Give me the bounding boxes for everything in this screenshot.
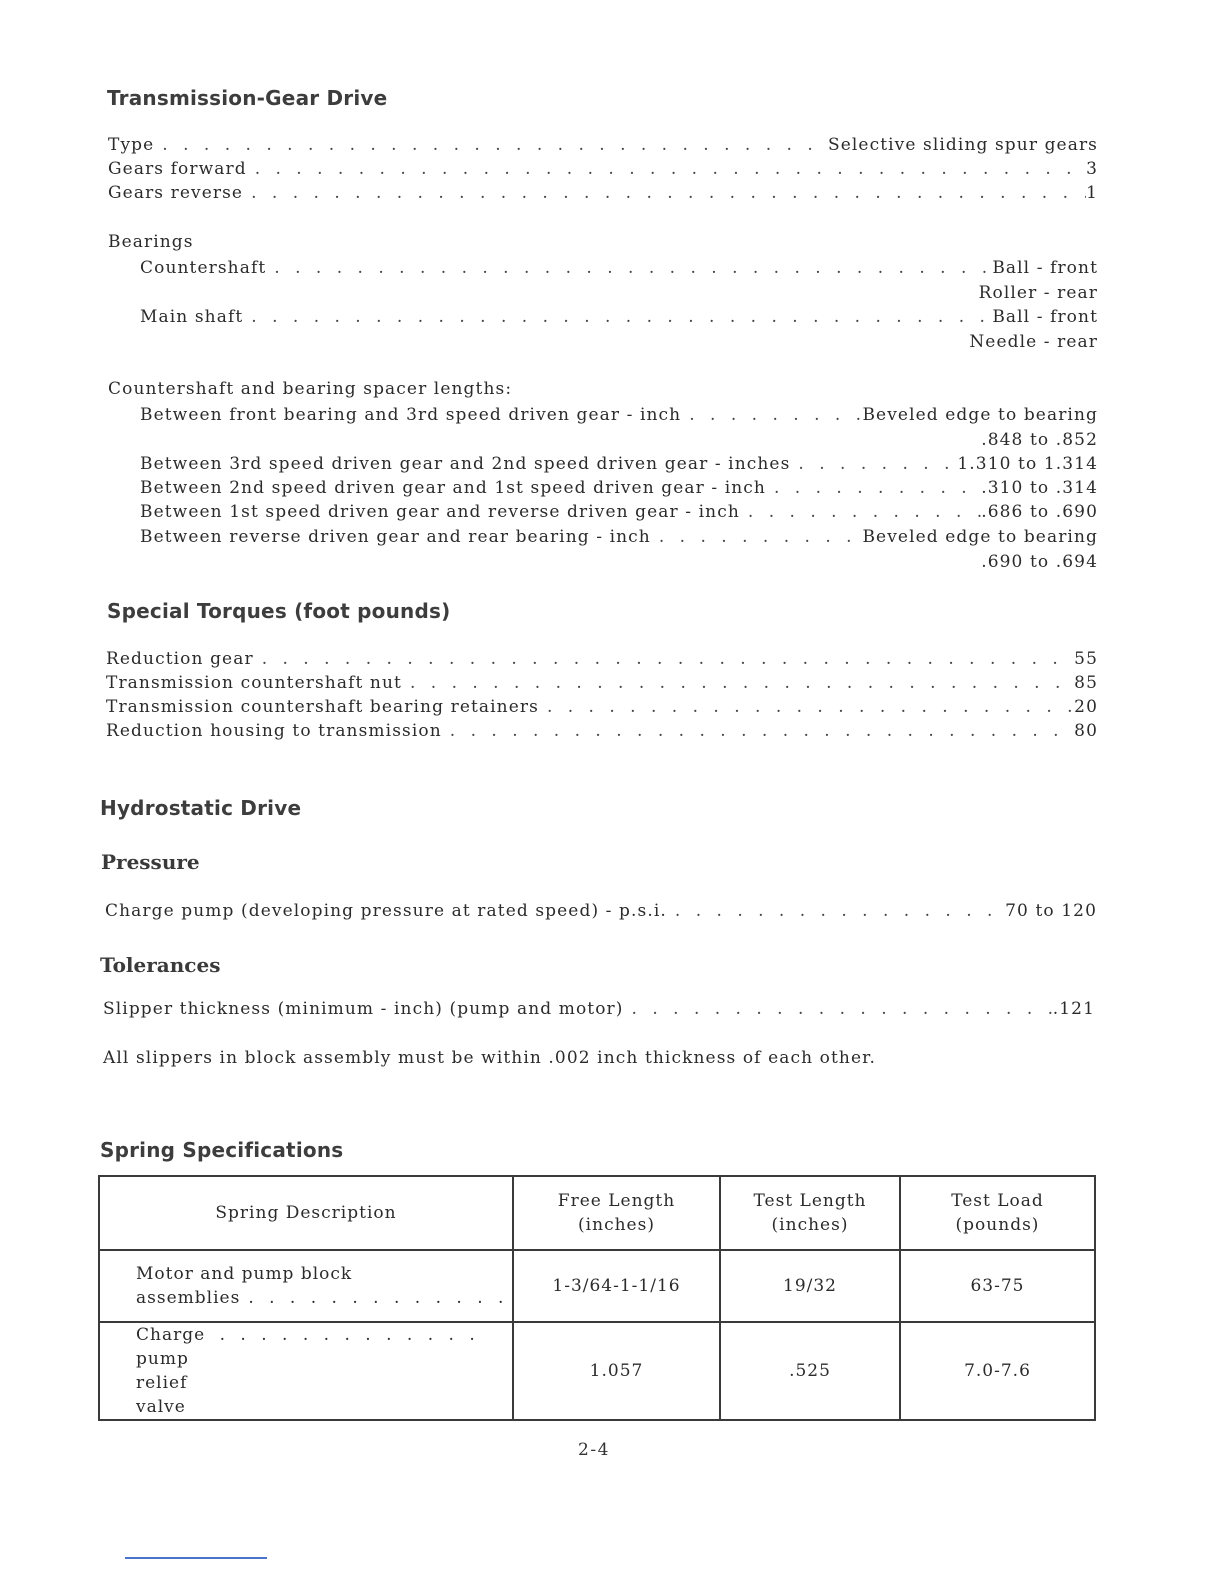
torque-row-4 <box>106 719 1098 743</box>
spec-value-continued: .848 to .852 <box>981 430 1098 450</box>
spec-row-main-shaft-bearing <box>140 305 1098 329</box>
leader-dots <box>240 1286 504 1310</box>
spec-value: .686 to .690 <box>981 502 1098 522</box>
spec-value: 85 <box>1074 673 1098 693</box>
spacer-row-5 <box>140 525 1098 549</box>
spec-value: Beveled edge to bearing <box>862 527 1098 547</box>
spec-value: 1 <box>1086 183 1098 203</box>
leader-dots <box>154 133 828 157</box>
table-header-row <box>99 1176 1095 1250</box>
spec-value: 55 <box>1074 649 1098 669</box>
transmission-section-title: Transmission-Gear Drive <box>107 86 388 110</box>
spacer-row-2 <box>140 452 1098 476</box>
spec-value: Ball - front <box>992 258 1098 278</box>
spec-row-countershaft-bearing <box>140 256 1098 280</box>
torque-row-1 <box>106 647 1098 671</box>
spec-value: 20 <box>1074 697 1098 717</box>
spring-description-cell: Charge pump relief valve . . . <box>99 1322 513 1420</box>
leader-dots <box>442 719 1074 743</box>
test-length-cell: 19/32 <box>720 1250 900 1322</box>
spec-value: Selective sliding spur gears <box>827 135 1098 155</box>
leader-dots <box>766 476 981 500</box>
col-header-description: Spring Description <box>99 1176 513 1250</box>
springs-section-title: Spring Specifications <box>100 1138 344 1162</box>
leader-dots <box>243 181 1086 205</box>
table-row <box>99 1250 1095 1322</box>
spec-row-gears-reverse <box>108 181 1098 205</box>
tolerances-heading: Tolerances <box>100 953 221 977</box>
spacer-row-3 <box>140 476 1098 500</box>
spec-label: Main shaft <box>140 307 244 327</box>
spec-value: Beveled edge to bearing <box>862 405 1098 425</box>
test-length-cell: .525 <box>720 1322 900 1420</box>
spec-label: Gears reverse <box>108 183 244 203</box>
spec-label: Slipper thickness (minimum - inch) (pump and motor) <box>103 999 624 1019</box>
page-number: 2-4 <box>578 1440 610 1460</box>
leader-dots <box>402 671 1074 695</box>
torque-row-3 <box>106 695 1098 719</box>
leader-dots <box>790 452 957 476</box>
torques-section-title: Special Torques (foot pounds) <box>107 599 451 623</box>
spec-value-continued: Needle - rear <box>969 332 1098 352</box>
col-header-test-length: Test Length (inches) <box>720 1176 900 1250</box>
spec-value: .310 to .314 <box>981 478 1098 498</box>
spec-value: 80 <box>1074 721 1098 741</box>
leader-dots <box>740 500 981 524</box>
spec-value-continued: .690 to .694 <box>981 552 1098 572</box>
spec-label: Between 3rd speed driven gear and 2nd speed driven gear - inches <box>140 454 791 474</box>
charge-pump-row <box>105 899 1097 923</box>
test-load-cell: 63-75 <box>900 1250 1095 1322</box>
col-header-free-length: Free Length (inches) <box>513 1176 720 1250</box>
leader-dots <box>212 1323 484 1347</box>
slipper-note: All slippers in block assembly must be within .002 inch thickness of each other. <box>103 1048 876 1068</box>
footer-rule <box>125 1557 267 1559</box>
spec-label: Type <box>108 135 155 155</box>
leader-dots <box>651 525 863 549</box>
bearings-heading: Bearings <box>108 232 194 252</box>
spec-label: Countershaft <box>140 258 267 278</box>
spec-label: Transmission countershaft nut <box>106 673 402 693</box>
spec-label: Between reverse driven gear and rear bearing - inch <box>140 527 651 547</box>
leader-dots <box>243 305 992 329</box>
leader-dots <box>247 157 1086 181</box>
spacer-row-1 <box>140 403 1098 427</box>
torque-row-2 <box>106 671 1098 695</box>
spec-value: 3 <box>1086 159 1098 179</box>
leader-dots <box>624 997 1053 1021</box>
leader-dots <box>539 695 1074 719</box>
spacer-row-4 <box>140 500 1098 524</box>
spec-value-continued: Roller - rear <box>978 283 1098 303</box>
spec-row-type <box>108 133 1098 157</box>
leader-dots <box>266 256 992 280</box>
spec-label: Charge pump (developing pressure at rated speed) - p.s.i. <box>105 901 667 921</box>
spec-label: Gears forward <box>108 159 247 179</box>
spec-label: Transmission countershaft bearing retainers <box>106 697 539 717</box>
col-header-test-load: Test Load (pounds) <box>900 1176 1095 1250</box>
table-row <box>99 1322 1095 1420</box>
spec-label: Between front bearing and 3rd speed driven gear - inch <box>140 405 682 425</box>
spec-value: Ball - front <box>992 307 1098 327</box>
spec-value: 1.310 to 1.314 <box>957 454 1098 474</box>
spec-row-gears-forward <box>108 157 1098 181</box>
free-length-cell: 1-3/64-1-1/16 <box>513 1250 720 1322</box>
test-load-cell: 7.0-7.6 <box>900 1322 1095 1420</box>
spec-value: 70 to 120 <box>1005 901 1097 921</box>
spec-label: Reduction gear <box>106 649 254 669</box>
hydrostatic-section-title: Hydrostatic Drive <box>100 796 302 820</box>
spec-label: Between 1st speed driven gear and reverse driven gear - inch <box>140 502 740 522</box>
slipper-thickness-row <box>103 997 1095 1021</box>
leader-dots <box>254 647 1074 671</box>
leader-dots <box>681 403 862 427</box>
spec-label: Between 2nd speed driven gear and 1st speed driven gear - inch <box>140 478 766 498</box>
spacers-heading: Countershaft and bearing spacer lengths: <box>108 379 513 399</box>
spec-label: Reduction housing to transmission <box>106 721 442 741</box>
spring-spec-table <box>98 1175 1096 1421</box>
pressure-heading: Pressure <box>101 850 200 874</box>
spec-value: .121 <box>1052 999 1095 1019</box>
spring-description-cell: Motor and pump block assemblies . . . <box>99 1250 513 1322</box>
free-length-cell: 1.057 <box>513 1322 720 1420</box>
leader-dots <box>667 899 1005 923</box>
